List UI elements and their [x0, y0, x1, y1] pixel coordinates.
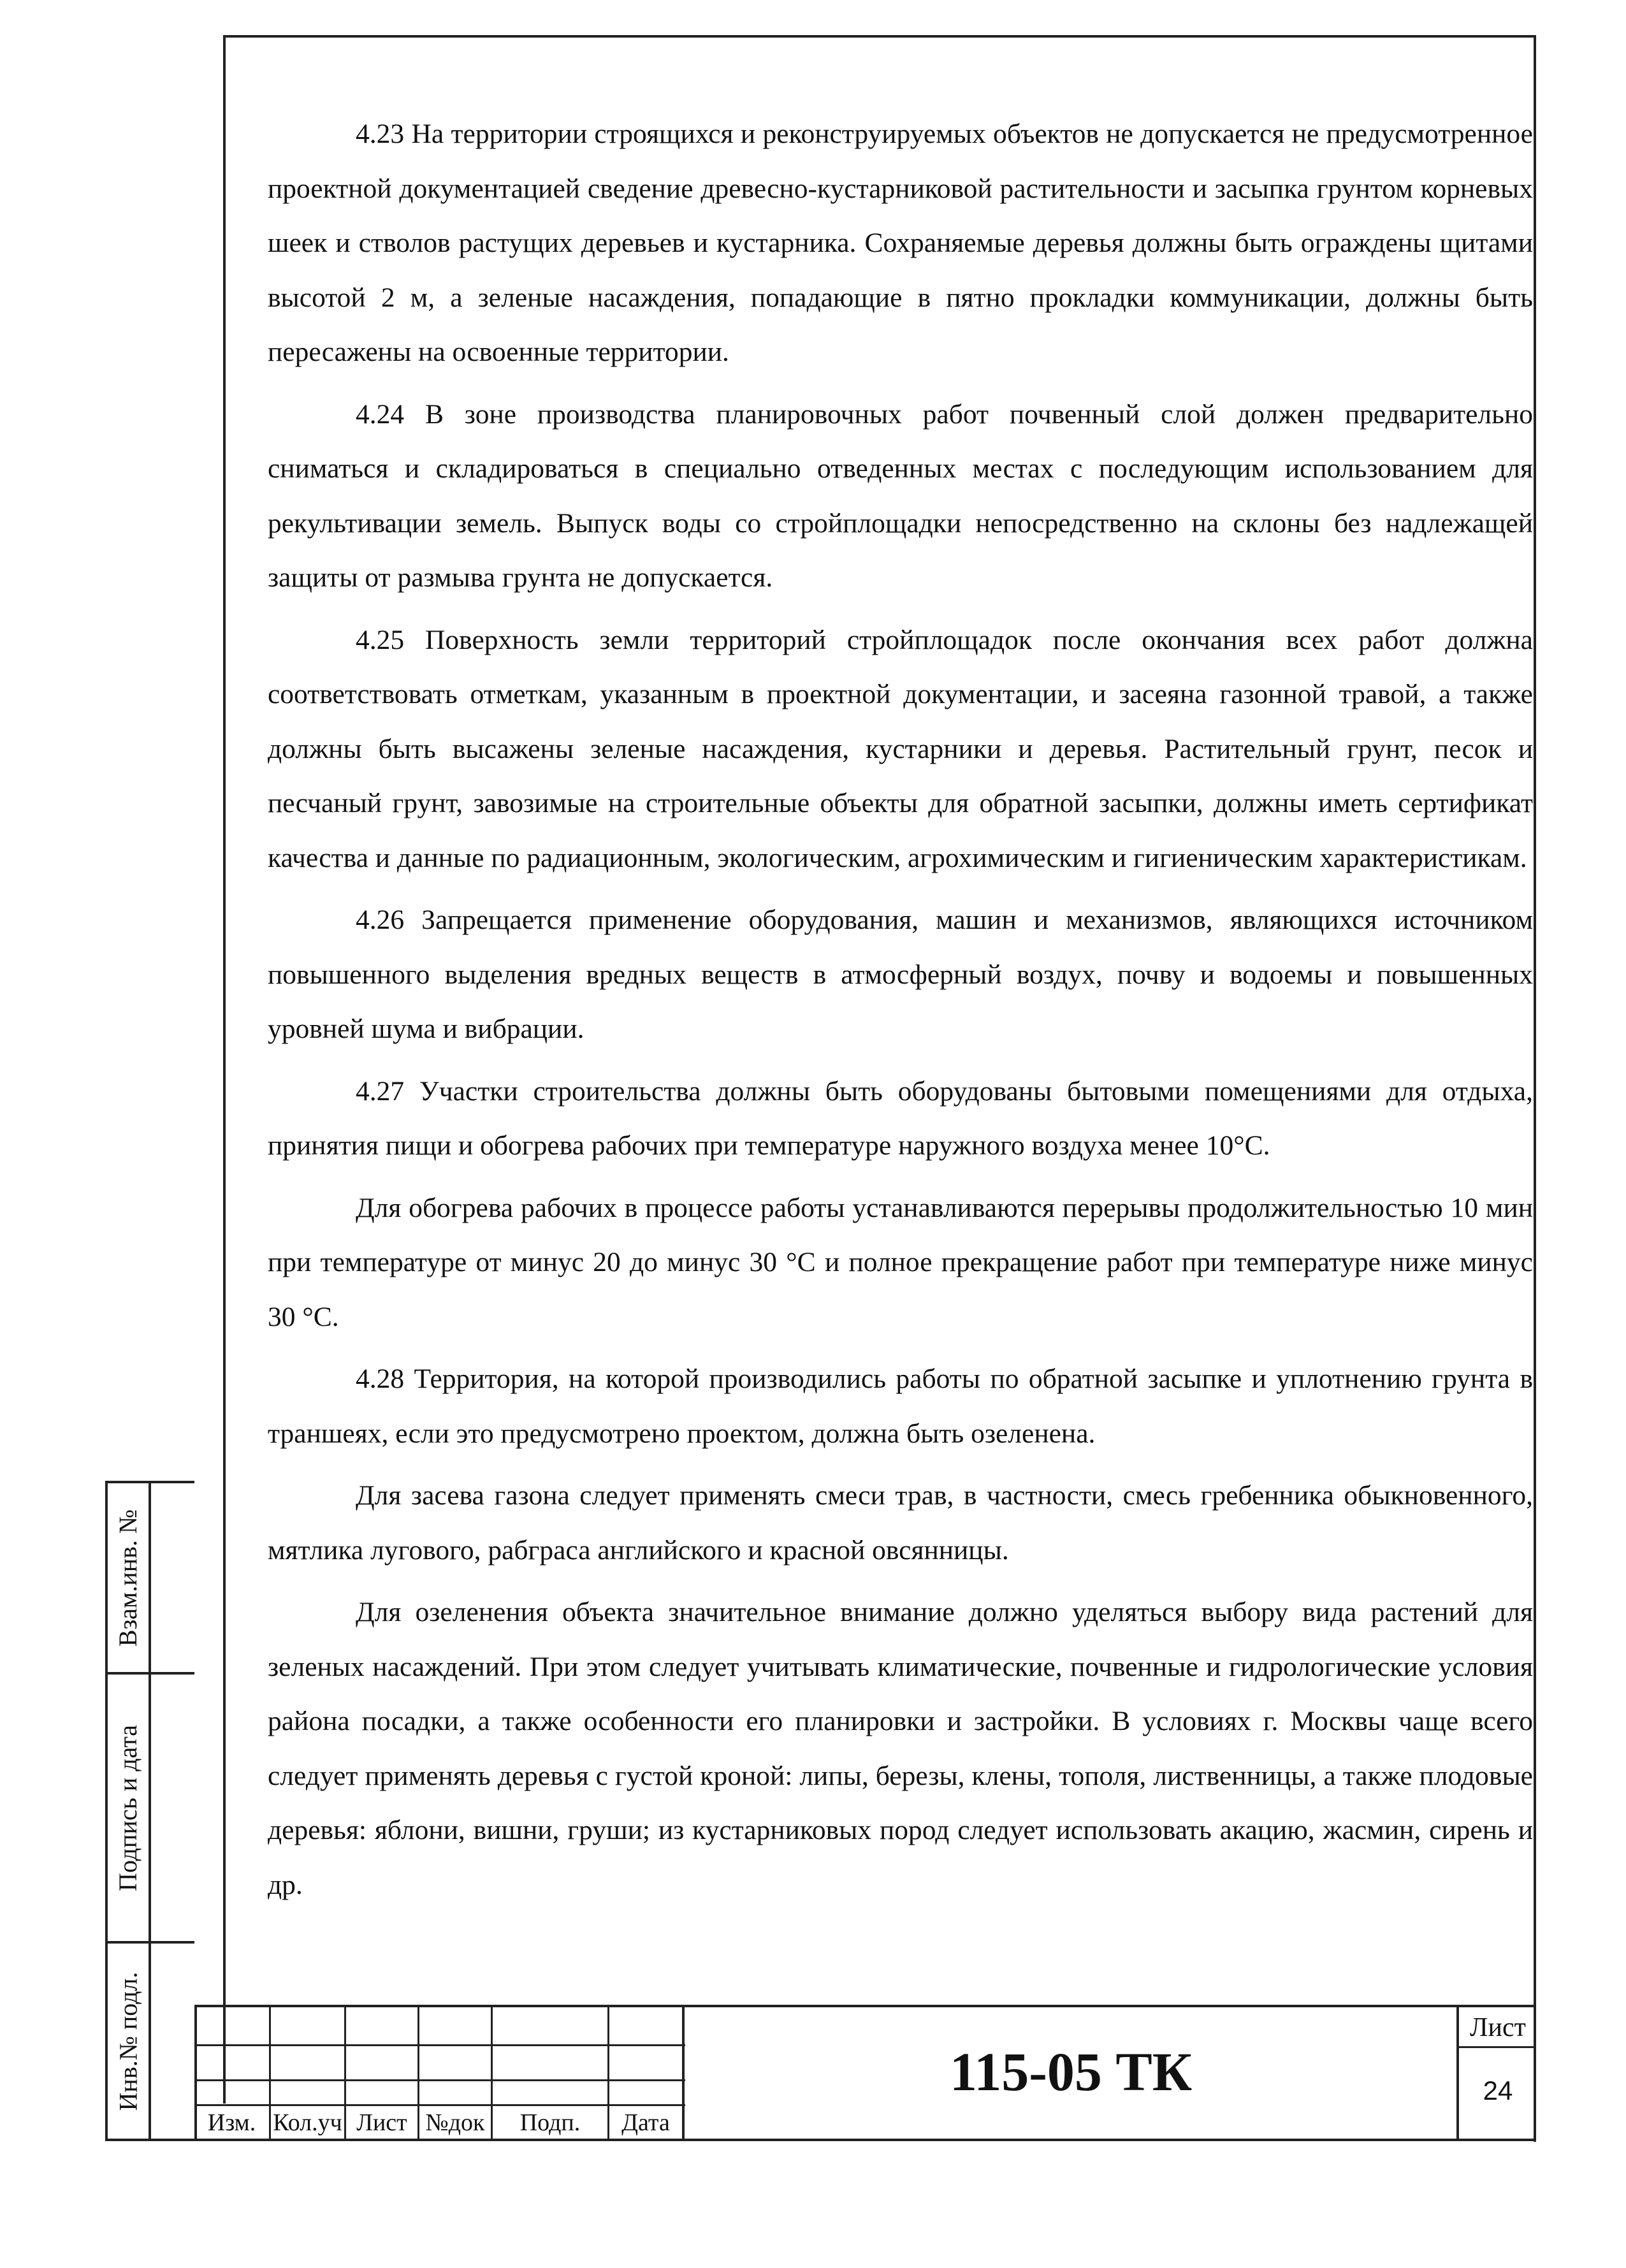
sheet-row-line — [1456, 2046, 1536, 2048]
header-data: Дата — [621, 2109, 670, 2136]
sheet-number: 24 — [1483, 2075, 1513, 2105]
header-kol-uch: Кол.уч — [273, 2109, 342, 2136]
header-list: Лист — [356, 2109, 407, 2136]
document-code: 115-05 ТК — [949, 2041, 1193, 2102]
paragraph-heating-breaks: Для обогрева рабочих в процессе работы устанавливаются перерывы продолжительностью 10 мин при температуре от минус 20 до минус 30 °С и полное прекращение работ при температуре ниже минус 30 °С. — [268, 1192, 1533, 1332]
title-block-row-line — [194, 2104, 685, 2106]
sheet-column-line — [1456, 2005, 1459, 2141]
side-label-vzam: Взам.инв. № — [113, 1509, 143, 1646]
sheet-label: Лист — [1470, 2013, 1526, 2042]
title-block-row-line — [194, 2079, 685, 2081]
paragraph-lawn-seeding: Для засева газона следует применять смеси трав, в частности, смесь гребенника обыкновенного, мятлика лугового, рабграса английского и красной овсянницы. — [268, 1480, 1533, 1566]
side-label-podpis: Подпись и дата — [113, 1724, 142, 1891]
side-label-inv: Инв.№ подл. — [113, 1972, 143, 2111]
paragraph-greening: Для озеленения объекта значительное внимание должно уделяться выбору вида растений для зеленых насаждений. При этом следует учитывать климатические, почвенные и гидрологические условия района посадки, а также особенности его планировки и застройки. В условиях г. Москвы чаще всего следует применять деревья с густой кроной: липы, березы, клены, тополя, лиственницы, а также плодовые деревья: яблони, вишни, груши; из кустарниковых пород следует использовать акацию, жасмин, сирень и др. — [268, 1597, 1533, 1900]
paragraph-4-23: 4.23 На территории строящихся и реконструируемых объектов не допускается не предусмотренное проектной документацией сведение древесно-кустарниковой растительности и засыпка грунтом корневых шеек и стволов растущих деревьев и кустарника. Сохраняемые деревья должны быть ограждены щитами высотой 2 м, а зеленые насаждения, попадающие в пятно прокладки коммуникации, должны быть пересажены на освоенные территории. — [268, 119, 1533, 367]
title-block-col-line — [682, 2005, 685, 2141]
title-block-row-line — [194, 2044, 685, 2046]
header-podp: Подп. — [519, 2109, 581, 2136]
paragraph-4-24: 4.24 В зоне производства планировочных работ почвенный слой должен предварительно сниматься и складироваться в специально отведенных местах с последующим использованием для рекультивации земель. Выпуск воды со стройплощадки непосредственно на склоны без надлежащей защиты от размыва грунта не допускается. — [268, 398, 1533, 593]
paragraph-4-26: 4.26 Запрещается применение оборудования, машин и механизмов, являющихся источником повышенного выделения вредных веществ в атмосферный воздух, почву и водоемы и повышенных уровней шума и вибрации. — [268, 905, 1533, 1044]
document-body — [268, 107, 1533, 1912]
header-izm: Изм. — [207, 2109, 256, 2136]
paragraph-4-28: 4.28 Территория, на которой производились работы по обратной засыпке и уплотнению грунта в траншеях, если это предусмотрено проектом, должна быть озеленена. — [268, 1363, 1533, 1449]
side-stamp-column-divider — [149, 1481, 151, 2141]
paragraph-4-27: 4.27 Участки строительства должны быть оборудованы бытовыми помещениями для отдыха, принятия пищи и обогрева рабочих при температуре наружного воздуха менее 10°С. — [268, 1075, 1533, 1161]
header-ndok: №док — [425, 2109, 485, 2136]
frame-right-edge — [1534, 38, 1536, 2142]
paragraph-4-25: 4.25 Поверхность земли территорий стройплощадок после окончания всех работ должна соответствовать отметкам, указанным в проектной документации, и засеяна газонной травой, а также должны быть высажены зеленые насаждения, кустарники и деревья. Растительный грунт, песок и песчаный грунт, завозимые на строительные объекты для обратной засыпки, должны иметь сертификат качества и данные по радиационным, экологическим, агрохимическим и гигиеническим характеристикам. — [268, 624, 1533, 873]
